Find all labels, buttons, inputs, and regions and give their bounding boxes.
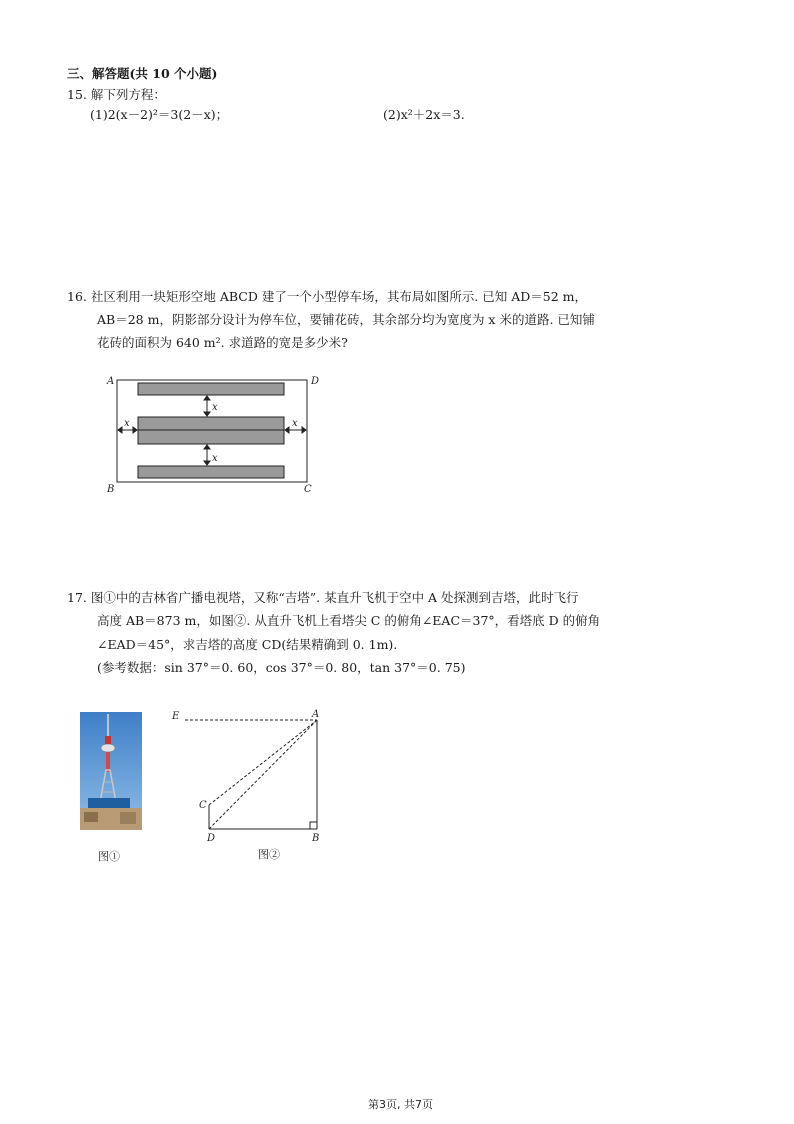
question-17-reference-data: (参考数据：sin 37°＝0. 60，cos 37°＝0. 80，tan 37°＝0. 75) <box>97 660 466 675</box>
question-15-part1: (1)2(x－2)²＝3(2－x)； <box>90 107 229 122</box>
parking-strip-bottom <box>138 466 284 478</box>
label-c2: C <box>199 800 207 811</box>
label-d: D <box>311 376 320 387</box>
tower-geometry-diagram <box>168 705 328 845</box>
parking-strip-middle-upper <box>138 417 284 430</box>
page-footer: 第3页, 共7页 <box>368 1098 433 1111</box>
question-15-part2: (2)x²＋2x＝3. <box>383 107 465 122</box>
parking-lot-figure <box>100 372 325 498</box>
question-16-line3: 花砖的面积为 640 m². 求道路的宽是多少米? <box>97 335 348 350</box>
label-d2: D <box>207 833 216 844</box>
parking-strip-top <box>138 383 284 395</box>
label-x-left: x <box>124 418 130 429</box>
question-17-line3: ∠EAD＝45°，求吉塔的高度 CD(结果精确到 0. 1m). <box>97 637 398 652</box>
tower-photo <box>80 712 142 830</box>
label-b2: B <box>312 833 320 844</box>
question-16-line1: 16. 社区利用一块矩形空地 ABCD 建了一个小型停车场，其布局如图所示. 已知 AD＝52 m， <box>67 289 588 304</box>
line-of-sight-ad <box>209 720 317 829</box>
figure-2-caption: 图② <box>258 848 280 861</box>
label-a2: A <box>312 709 320 720</box>
line-of-sight-ac <box>209 720 317 805</box>
right-angle-mark <box>310 822 317 829</box>
figure-1-caption: 图① <box>98 850 120 863</box>
question-17-line2: 高度 AB＝873 m，如图②. 从直升飞机上看塔尖 C 的俯角∠EAC＝37°，看塔底 D 的俯角 <box>97 613 601 628</box>
label-x-bottom: x <box>212 453 218 464</box>
question-17-line1: 17. 图①中的吉林省广播电视塔，又称“吉塔”. 某直升飞机于空中 A 处探测到吉塔，此时飞行 <box>67 590 579 605</box>
parking-strip-middle-lower <box>138 430 284 444</box>
section-title: 三、解答题(共 10 个小题) <box>67 66 218 81</box>
label-e: E <box>172 711 180 722</box>
question-15-text: 15. 解下列方程： <box>67 87 166 102</box>
label-b: B <box>107 484 115 495</box>
label-x-right: x <box>292 418 298 429</box>
label-x-top: x <box>212 402 218 413</box>
question-16-line2: AB＝28 m，阴影部分设计为停车位，要铺花砖，其余部分均为宽度为 x 米的道路. 已知铺 <box>97 312 595 327</box>
label-a: A <box>107 376 115 387</box>
label-c: C <box>304 484 312 495</box>
